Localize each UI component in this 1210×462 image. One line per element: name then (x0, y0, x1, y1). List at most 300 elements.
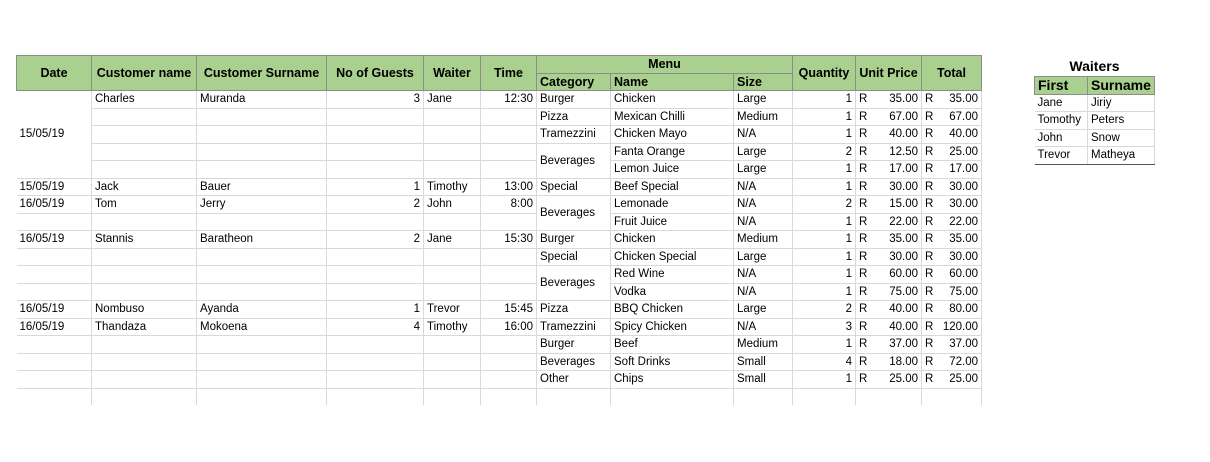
cell-category[interactable]: Tramezzini (537, 126, 611, 144)
cell-total[interactable] (922, 231, 982, 249)
cell-quantity[interactable]: 1 (793, 91, 856, 109)
header-size[interactable]: Size (734, 73, 793, 91)
cell-waiter[interactable]: John (424, 196, 481, 214)
cell-customer-surname[interactable] (197, 266, 327, 284)
cell-guests[interactable] (327, 371, 424, 389)
cell-item-name[interactable]: Lemonade (611, 196, 734, 214)
table-row (17, 318, 982, 336)
cell-total[interactable] (922, 178, 982, 196)
cell-guests[interactable] (327, 283, 424, 301)
header-quantity[interactable]: Quantity (793, 56, 856, 91)
cell-quantity[interactable]: 1 (793, 371, 856, 389)
cell-item-name[interactable]: Fruit Juice (611, 213, 734, 231)
currency-symbol: R (859, 198, 868, 211)
cell-customer-surname[interactable]: Baratheon (197, 231, 327, 249)
cell-guests[interactable] (327, 353, 424, 371)
cell-quantity[interactable]: 1 (793, 231, 856, 249)
cell-category[interactable]: Beverages (537, 196, 611, 231)
cell-category[interactable]: Beverages (537, 266, 611, 301)
cell-size[interactable]: N/A (734, 196, 793, 214)
waiter-row (1035, 94, 1155, 112)
cell-waiter[interactable] (424, 283, 481, 301)
cell-total[interactable] (922, 161, 982, 179)
cell-quantity[interactable]: 2 (793, 143, 856, 161)
cell-unit-price[interactable] (856, 301, 922, 319)
waiter-surname[interactable]: Peters (1088, 112, 1155, 130)
cell-waiter[interactable] (424, 248, 481, 266)
cell-guests[interactable] (327, 126, 424, 144)
cell-customer-name[interactable]: Nombuso (92, 301, 197, 319)
cell-time[interactable]: 16:00 (481, 318, 537, 336)
unit-price-value: 30.00 (889, 180, 918, 193)
cell-category[interactable]: Burger (537, 336, 611, 354)
cell-quantity[interactable]: 1 (793, 108, 856, 126)
cell-time[interactable] (481, 248, 537, 266)
cell-guests[interactable]: 1 (327, 301, 424, 319)
cell-customer-surname[interactable] (197, 371, 327, 389)
cell-category[interactable]: Beverages (537, 143, 611, 178)
cell-customer-name[interactable] (92, 336, 197, 354)
cell-customer-name[interactable]: Stannis (92, 231, 197, 249)
cell-total[interactable] (922, 143, 982, 161)
cell-quantity[interactable]: 1 (793, 213, 856, 231)
currency-symbol: R (859, 268, 868, 281)
cell-customer-name[interactable] (92, 143, 197, 161)
cell-customer-name[interactable] (92, 213, 197, 231)
total-value: 40.00 (949, 128, 978, 141)
header-menu[interactable]: Menu (537, 56, 793, 74)
cell-item-name[interactable]: Chicken (611, 91, 734, 109)
header-unit-price[interactable]: Unit Price (856, 56, 922, 91)
waiter-surname[interactable]: Jiriy (1088, 94, 1155, 112)
cell-size[interactable]: Large (734, 301, 793, 319)
cell-category[interactable]: Pizza (537, 108, 611, 126)
total-value: 80.00 (949, 303, 978, 316)
cell-total[interactable] (922, 301, 982, 319)
cell-guests[interactable]: 3 (327, 91, 424, 109)
cell-date[interactable]: 16/05/19 (17, 318, 92, 336)
cell-time[interactable] (481, 353, 537, 371)
currency-symbol: R (859, 373, 868, 386)
cell-category[interactable]: Special (537, 248, 611, 266)
cell-time[interactable]: 8:00 (481, 196, 537, 214)
cell-item-name[interactable]: Chips (611, 371, 734, 389)
cell-size[interactable]: Small (734, 371, 793, 389)
table-row (17, 353, 982, 371)
total-value: 25.00 (949, 145, 978, 158)
cell-date[interactable]: 15/05/19 (17, 178, 92, 196)
cell-item-name[interactable]: Beef Special (611, 178, 734, 196)
cell-category[interactable]: Burger (537, 231, 611, 249)
header-time[interactable]: Time (481, 56, 537, 91)
currency-symbol: R (859, 145, 868, 158)
cell-customer-surname[interactable] (197, 213, 327, 231)
cell-customer-surname[interactable] (197, 336, 327, 354)
cell-customer-name[interactable] (92, 248, 197, 266)
total-value: 25.00 (949, 373, 978, 386)
cell-item-name[interactable]: Soft Drinks (611, 353, 734, 371)
header-name[interactable]: Name (611, 73, 734, 91)
cell-quantity[interactable]: 3 (793, 318, 856, 336)
waiter-first[interactable]: Tomothy (1035, 112, 1088, 130)
cell-time[interactable]: 12:30 (481, 91, 537, 109)
cell-item-name[interactable]: Fanta Orange (611, 143, 734, 161)
cell-item-name[interactable]: Beef (611, 336, 734, 354)
cell-time[interactable] (481, 213, 537, 231)
waiter-surname[interactable]: Snow (1088, 129, 1155, 147)
currency-symbol: R (925, 145, 934, 158)
cell-date[interactable] (17, 336, 92, 354)
empty-cell[interactable] (537, 388, 611, 405)
empty-cell[interactable] (92, 388, 197, 405)
cell-guests[interactable] (327, 143, 424, 161)
unit-price-value: 40.00 (889, 128, 918, 141)
cell-size[interactable]: Large (734, 161, 793, 179)
table-row (17, 161, 982, 179)
cell-total[interactable] (922, 371, 982, 389)
cell-quantity[interactable]: 1 (793, 126, 856, 144)
empty-cell[interactable] (922, 388, 982, 405)
currency-symbol: R (859, 233, 868, 246)
cell-total[interactable] (922, 266, 982, 284)
table-row (17, 301, 982, 319)
waiter-surname[interactable]: Matheya (1088, 147, 1155, 165)
cell-total[interactable] (922, 213, 982, 231)
cell-item-name[interactable]: Lemon Juice (611, 161, 734, 179)
header-guests[interactable]: No of Guests (327, 56, 424, 91)
cell-size[interactable]: Medium (734, 108, 793, 126)
cell-unit-price[interactable] (856, 213, 922, 231)
cell-waiter[interactable]: Timothy (424, 318, 481, 336)
cell-time[interactable]: 15:30 (481, 231, 537, 249)
empty-cell[interactable] (17, 388, 92, 405)
unit-price-value: 15.00 (889, 198, 918, 211)
cell-date[interactable]: 16/05/19 (17, 231, 92, 249)
cell-size[interactable]: Large (734, 143, 793, 161)
cell-category[interactable]: Pizza (537, 301, 611, 319)
empty-cell[interactable] (793, 388, 856, 405)
cell-guests[interactable]: 2 (327, 231, 424, 249)
currency-symbol: R (859, 128, 868, 141)
cell-time[interactable] (481, 143, 537, 161)
table-row (17, 231, 982, 249)
cell-category[interactable]: Tramezzini (537, 318, 611, 336)
unit-price-value: 22.00 (889, 215, 918, 228)
cell-unit-price[interactable] (856, 353, 922, 371)
cell-waiter[interactable] (424, 371, 481, 389)
cell-date[interactable] (17, 371, 92, 389)
cell-unit-price[interactable] (856, 231, 922, 249)
cell-item-name[interactable]: Chicken Mayo (611, 126, 734, 144)
cell-guests[interactable] (327, 161, 424, 179)
cell-total[interactable] (922, 196, 982, 214)
cell-guests[interactable] (327, 213, 424, 231)
empty-cell[interactable] (734, 388, 793, 405)
cell-size[interactable]: Medium (734, 336, 793, 354)
cell-total[interactable] (922, 126, 982, 144)
currency-symbol: R (925, 268, 934, 281)
cell-customer-name[interactable]: Charles (92, 91, 197, 109)
empty-cell[interactable] (611, 388, 734, 405)
cell-customer-name[interactable] (92, 161, 197, 179)
cell-guests[interactable] (327, 336, 424, 354)
cell-waiter[interactable] (424, 126, 481, 144)
cell-total[interactable] (922, 353, 982, 371)
waiter-row (1035, 147, 1155, 165)
cell-size[interactable]: N/A (734, 178, 793, 196)
cell-item-name[interactable]: Mexican Chilli (611, 108, 734, 126)
currency-symbol: R (925, 233, 934, 246)
cell-quantity[interactable]: 1 (793, 248, 856, 266)
currency-symbol: R (925, 285, 934, 298)
cell-customer-surname[interactable]: Jerry (197, 196, 327, 214)
cell-waiter[interactable] (424, 143, 481, 161)
cell-item-name[interactable]: Chicken (611, 231, 734, 249)
cell-waiter[interactable] (424, 336, 481, 354)
cell-size[interactable]: N/A (734, 266, 793, 284)
cell-customer-surname[interactable]: Bauer (197, 178, 327, 196)
unit-price-value: 35.00 (889, 93, 918, 106)
cell-time[interactable] (481, 126, 537, 144)
cell-unit-price[interactable] (856, 161, 922, 179)
cell-customer-name[interactable]: Jack (92, 178, 197, 196)
waiters-title[interactable]: Waiters (1069, 57, 1120, 74)
unit-price-value: 67.00 (889, 110, 918, 123)
cell-date[interactable] (17, 353, 92, 371)
cell-guests[interactable] (327, 108, 424, 126)
table-row (17, 213, 982, 231)
unit-price-value: 40.00 (889, 303, 918, 316)
cell-total[interactable] (922, 108, 982, 126)
cell-customer-surname[interactable] (197, 353, 327, 371)
cell-time[interactable] (481, 266, 537, 284)
cell-customer-surname[interactable] (197, 283, 327, 301)
waiter-row (1035, 112, 1155, 130)
currency-symbol: R (859, 215, 868, 228)
total-value: 30.00 (949, 180, 978, 193)
empty-cell[interactable] (424, 388, 481, 405)
cell-unit-price[interactable] (856, 371, 922, 389)
cell-customer-surname[interactable]: Mokoena (197, 318, 327, 336)
cell-guests[interactable]: 2 (327, 196, 424, 214)
cell-time[interactable] (481, 108, 537, 126)
cell-item-name[interactable]: Red Wine (611, 266, 734, 284)
cell-unit-price[interactable] (856, 143, 922, 161)
table-row (17, 178, 982, 196)
header-date[interactable]: Date (17, 56, 92, 91)
cell-size[interactable]: Large (734, 91, 793, 109)
cell-size[interactable]: N/A (734, 213, 793, 231)
cell-category[interactable]: Burger (537, 91, 611, 109)
header-customer-surname[interactable]: Customer Surname (197, 56, 327, 91)
cell-customer-name[interactable]: Tom (92, 196, 197, 214)
currency-symbol: R (925, 128, 934, 141)
cell-waiter[interactable]: Jane (424, 231, 481, 249)
cell-size[interactable]: N/A (734, 318, 793, 336)
cell-date[interactable]: 15/05/19 (17, 91, 92, 179)
cell-item-name[interactable]: Chicken Special (611, 248, 734, 266)
cell-size[interactable]: N/A (734, 283, 793, 301)
cell-total[interactable] (922, 318, 982, 336)
cell-quantity[interactable]: 1 (793, 161, 856, 179)
cell-waiter[interactable]: Jane (424, 91, 481, 109)
cell-waiter[interactable] (424, 266, 481, 284)
total-value: 30.00 (949, 250, 978, 263)
header-category[interactable]: Category (537, 73, 611, 91)
cell-item-name[interactable]: Spicy Chicken (611, 318, 734, 336)
cell-guests[interactable] (327, 266, 424, 284)
cell-total[interactable] (922, 248, 982, 266)
cell-time[interactable] (481, 161, 537, 179)
cell-time[interactable]: 15:45 (481, 301, 537, 319)
cell-unit-price[interactable] (856, 178, 922, 196)
currency-symbol: R (925, 198, 934, 211)
header-total[interactable]: Total (922, 56, 982, 91)
cell-quantity[interactable]: 2 (793, 301, 856, 319)
cell-waiter[interactable] (424, 353, 481, 371)
cell-category[interactable]: Special (537, 178, 611, 196)
unit-price-value: 30.00 (889, 250, 918, 263)
table-row (17, 196, 982, 214)
cell-customer-name[interactable] (92, 108, 197, 126)
currency-symbol: R (859, 320, 868, 333)
cell-customer-surname[interactable]: Ayanda (197, 301, 327, 319)
cell-customer-surname[interactable]: Muranda (197, 91, 327, 109)
cell-date[interactable]: 16/05/19 (17, 196, 92, 214)
cell-total[interactable] (922, 336, 982, 354)
cell-customer-surname[interactable] (197, 161, 327, 179)
unit-price-value: 37.00 (889, 338, 918, 351)
cell-size[interactable]: Small (734, 353, 793, 371)
orders-sheet (16, 55, 982, 405)
cell-unit-price[interactable] (856, 318, 922, 336)
currency-symbol: R (925, 180, 934, 193)
cell-customer-name[interactable] (92, 353, 197, 371)
unit-price-value: 18.00 (889, 355, 918, 368)
cell-guests[interactable]: 1 (327, 178, 424, 196)
table-row (17, 126, 982, 144)
cell-category[interactable]: Other (537, 371, 611, 389)
empty-cell[interactable] (481, 388, 537, 405)
total-value: 60.00 (949, 268, 978, 281)
cell-quantity[interactable]: 1 (793, 178, 856, 196)
currency-symbol: R (859, 355, 868, 368)
total-value: 120.00 (942, 320, 978, 333)
orders-table (16, 55, 982, 405)
header-waiter[interactable]: Waiter (424, 56, 481, 91)
cell-waiter[interactable] (424, 161, 481, 179)
cell-customer-name[interactable] (92, 283, 197, 301)
cell-waiter[interactable] (424, 213, 481, 231)
unit-price-value: 60.00 (889, 268, 918, 281)
table-row (17, 108, 982, 126)
currency-symbol: R (925, 338, 934, 351)
cell-unit-price[interactable] (856, 248, 922, 266)
cell-waiter[interactable] (424, 108, 481, 126)
cell-guests[interactable]: 4 (327, 318, 424, 336)
cell-quantity[interactable]: 1 (793, 266, 856, 284)
cell-date[interactable] (17, 283, 92, 301)
empty-cell[interactable] (197, 388, 327, 405)
waiters-table (1034, 55, 1155, 165)
currency-symbol: R (925, 93, 934, 106)
empty-cell[interactable] (856, 388, 922, 405)
cell-unit-price[interactable] (856, 266, 922, 284)
header-customer-name[interactable]: Customer name (92, 56, 197, 91)
waiters-header-surname[interactable]: Surname (1088, 77, 1155, 95)
total-value: 75.00 (949, 285, 978, 298)
unit-price-value: 40.00 (889, 320, 918, 333)
cell-item-name[interactable]: Vodka (611, 283, 734, 301)
cell-quantity[interactable]: 1 (793, 283, 856, 301)
cell-unit-price[interactable] (856, 126, 922, 144)
cell-quantity[interactable]: 4 (793, 353, 856, 371)
cell-unit-price[interactable] (856, 91, 922, 109)
waiters-panel (1034, 55, 1155, 165)
cell-category[interactable]: Beverages (537, 353, 611, 371)
cell-time[interactable]: 13:00 (481, 178, 537, 196)
waiters-header-first[interactable]: First (1035, 77, 1088, 95)
cell-quantity[interactable]: 2 (793, 196, 856, 214)
cell-waiter[interactable]: Trevor (424, 301, 481, 319)
cell-date[interactable]: 16/05/19 (17, 301, 92, 319)
cell-customer-name[interactable] (92, 371, 197, 389)
waiter-first[interactable]: Trevor (1035, 147, 1088, 165)
waiter-first[interactable]: Jane (1035, 94, 1088, 112)
cell-guests[interactable] (327, 248, 424, 266)
empty-cell[interactable] (327, 388, 424, 405)
cell-time[interactable] (481, 336, 537, 354)
cell-total[interactable] (922, 91, 982, 109)
cell-size[interactable]: N/A (734, 126, 793, 144)
cell-time[interactable] (481, 371, 537, 389)
waiter-first[interactable]: John (1035, 129, 1088, 147)
cell-size[interactable]: Large (734, 248, 793, 266)
cell-customer-name[interactable] (92, 126, 197, 144)
cell-date[interactable] (17, 266, 92, 284)
cell-item-name[interactable]: BBQ Chicken (611, 301, 734, 319)
cell-unit-price[interactable] (856, 336, 922, 354)
cell-unit-price[interactable] (856, 196, 922, 214)
table-row (17, 266, 982, 284)
cell-date[interactable] (17, 213, 92, 231)
currency-symbol: R (859, 110, 868, 123)
cell-waiter[interactable]: Timothy (424, 178, 481, 196)
table-row (17, 388, 982, 405)
waiter-row (1035, 129, 1155, 147)
unit-price-value: 75.00 (889, 285, 918, 298)
table-row (17, 371, 982, 389)
currency-symbol: R (925, 320, 934, 333)
cell-unit-price[interactable] (856, 283, 922, 301)
cell-date[interactable] (17, 248, 92, 266)
cell-unit-price[interactable] (856, 108, 922, 126)
cell-time[interactable] (481, 283, 537, 301)
total-value: 72.00 (949, 355, 978, 368)
cell-customer-surname[interactable] (197, 143, 327, 161)
currency-symbol: R (859, 180, 868, 193)
cell-customer-name[interactable] (92, 266, 197, 284)
cell-customer-surname[interactable] (197, 108, 327, 126)
cell-customer-surname[interactable] (197, 126, 327, 144)
cell-total[interactable] (922, 283, 982, 301)
total-value: 17.00 (949, 163, 978, 176)
cell-size[interactable]: Medium (734, 231, 793, 249)
cell-customer-surname[interactable] (197, 248, 327, 266)
cell-customer-name[interactable]: Thandaza (92, 318, 197, 336)
currency-symbol: R (925, 373, 934, 386)
cell-quantity[interactable]: 1 (793, 336, 856, 354)
